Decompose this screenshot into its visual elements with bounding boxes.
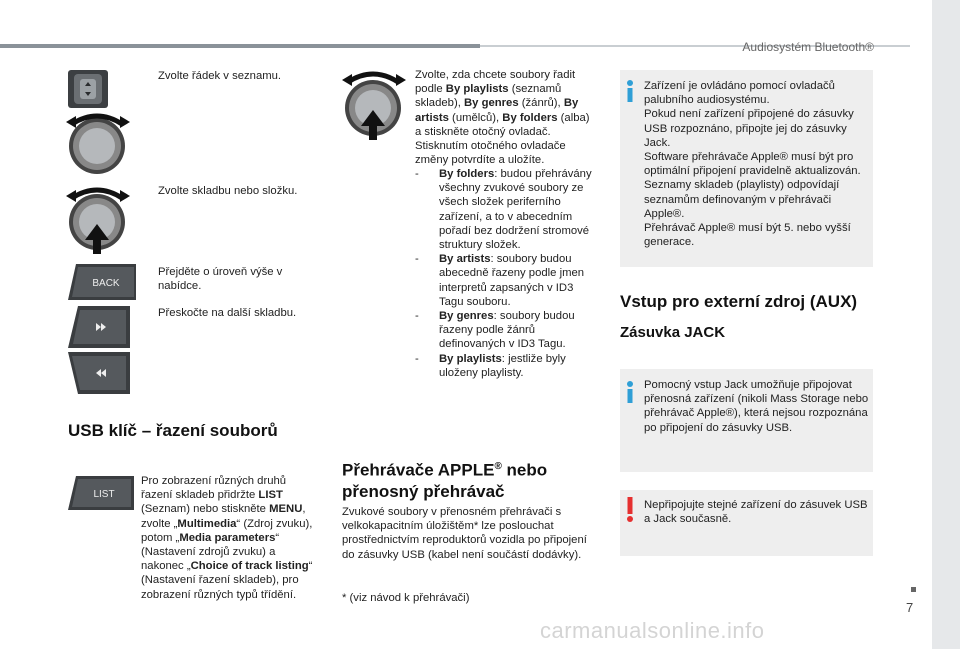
page-marker [911,587,916,592]
aux-heading: Vstup pro externí zdroj (AUX) [620,292,858,311]
info-note-jack [620,369,873,472]
list-item: - By artists: soubory budou abecedně řazeny podle jmen interpretů zapsaných v ID3 Tagu souboru. [415,253,585,308]
list-item: - By playlists: jestliže byly uloženy playlisty. [415,352,566,379]
rotary-knob-rotate-icon [66,110,132,178]
info-note-text: Pomocný vstup Jack umožňuje připojovat přenosná zařízení (nikoli Mass Storage nebo přehrávač Apple®), která nejsou rozpoznána po připojení do zásuvky USB. [644,379,869,434]
apple-text: Zvukové soubory v přenosném přehrávači s velkokapacitním úložištěm* lze poslouchat prostřednictvím reproduktorů vozidla po připojení do zásuvky USB (kabel není součástí dodávky). [342,506,587,561]
list-button-label: LIST [93,489,115,500]
back-button-icon [68,264,136,300]
skip-forward-icon [68,306,130,348]
page-edge-strip [932,0,960,649]
page-header-title: Audiosystém Bluetooth® [742,40,874,54]
rotary-knob-push-icon [342,68,408,142]
warning-note [620,490,873,556]
watermark: carmanualsonline.info [540,618,765,643]
list-item: - By genres: soubory budou řazeny podle žánrů definovaných v ID3 Tagu. [415,310,575,351]
joystick-icon [68,70,108,108]
page-number: 7 [906,600,914,615]
step-select-row: Zvolte řádek v seznamu. [158,70,282,82]
warning-note-text: Nepřipojujte stejné zařízení do zásuvek USB a Jack současně. [644,499,868,526]
usb-heading: USB klíč – řazení souborů [68,421,278,440]
usb-sorting-text: Pro zobrazení různých druhů řazení skladeb přidržte LIST (Seznam) nebo stiskněte MENU, zvolte „Multimedia“ (Zdroj zvuku), potom „Media parameters“ (Nastavení zdrojů zvuku) a nakonec „Choice of track listing“ (Nastavení řazení skladeb), pro zobrazení různých typů třídění. [141,475,313,601]
sorting-intro: Zvolte, zda chcete soubory řadit podle By playlists (seznamů skladeb), By genres (žánrů), By artists (umělců), By folders (alba) a stiskněte otočný ovladač. Stisknutím otočného ovladače změny potvrdíte a uložíte. [415,69,590,167]
sorting-options-list [415,167,595,380]
info-note-apple [620,70,873,267]
step-next-track: Přeskočte na další skladbu. [158,307,297,319]
back-button-label: BACK [92,278,120,289]
info-icon [626,80,634,102]
footnote: * (viz návod k přehrávači) [342,592,470,604]
list-button-icon [68,476,134,510]
info-note-text: Zařízení je ovládáno pomocí ovladačů palubního audiosystému. Pokud není zařízení připojené do zásuvky USB rozpoznáno, připojte jej do zásuvky Jack. Software přehrávače Apple® musí být pro optimální připojení pravidelně aktualizován. Seznamy skladeb (playlisty) odpovídají seznamům definovaným v přehrávači Apple®. Přehrávač Apple® musí být 5. nebo vyšší generace. [644,80,861,249]
info-icon [626,381,634,403]
warning-icon [626,497,634,523]
apple-heading: Přehrávače APPLE® nebo přenosný přehrávač [342,460,548,501]
header-rule [0,44,480,48]
step-level-up: Přejděte o úroveň výše v nabídce. [158,266,283,293]
rotary-knob-push-icon [66,184,132,256]
jack-heading: Zásuvka JACK [620,324,726,341]
list-item: - By folders: budou přehrávány všechny zvukové soubory ze všech složek periferního zařízení, a to v abecedním pořadí bez dodržení stromové struktury složek. [415,168,592,252]
skip-backward-icon [68,352,130,394]
step-select-track: Zvolte skladbu nebo složku. [158,185,298,197]
